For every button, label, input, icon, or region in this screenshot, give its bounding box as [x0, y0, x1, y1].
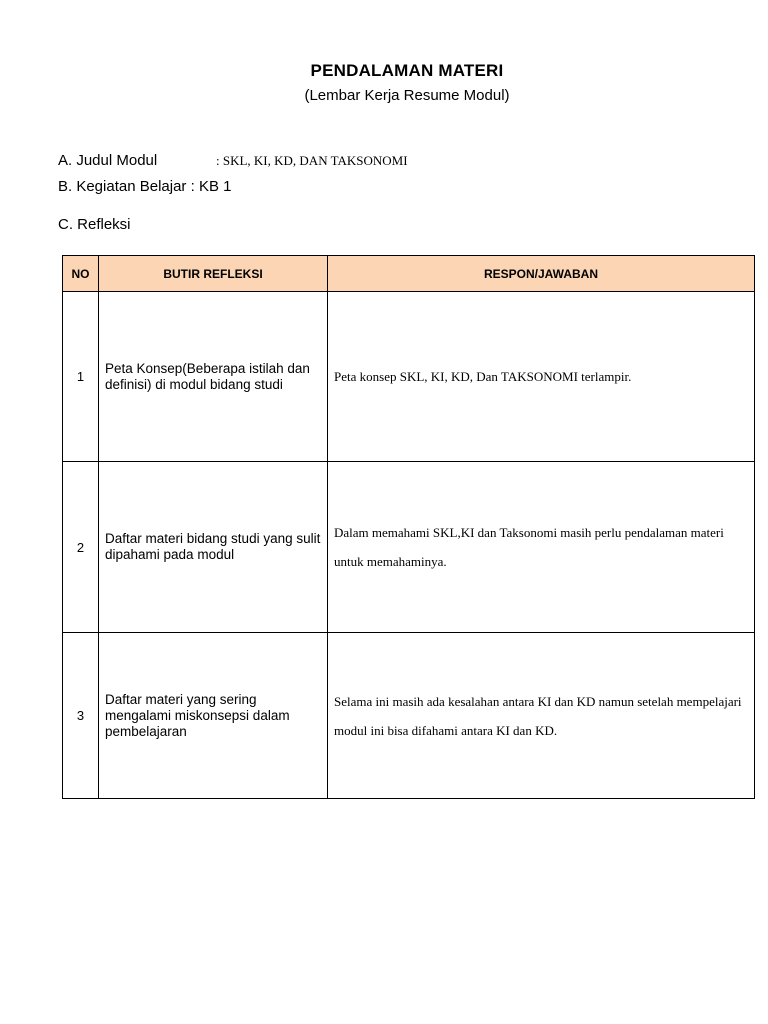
- refleksi-section-label: C. Refleksi: [58, 216, 131, 233]
- row-respon: Selama ini masih ada kesalahan antara KI dan KD namun setelah mempelajari modul ini bisa difahami antara KI dan KD.: [328, 633, 755, 799]
- table-row: [63, 292, 755, 462]
- header-no: NO: [63, 256, 99, 292]
- row-respon: Dalam memahami SKL,KI dan Taksonomi masih perlu pendalaman materi untuk memahaminya.: [328, 462, 755, 633]
- refleksi-table: [62, 255, 755, 799]
- row-butir: Peta Konsep(Beberapa istilah dan definisi) di modul bidang studi: [99, 292, 328, 462]
- header-respon-jawaban: RESPON/JAWABAN: [328, 256, 755, 292]
- judul-modul-label: A. Judul Modul: [58, 152, 158, 169]
- kegiatan-belajar-label: B. Kegiatan Belajar :: [58, 178, 195, 195]
- field-kegiatan-belajar: [58, 178, 231, 195]
- table-header-row: [63, 256, 755, 292]
- kegiatan-belajar-value: KB 1: [198, 178, 232, 195]
- header-butir-refleksi: BUTIR REFLEKSI: [99, 256, 328, 292]
- page-subtitle: (Lembar Kerja Resume Modul): [304, 87, 510, 104]
- page-title: PENDALAMAN MATERI: [310, 61, 504, 80]
- row-butir: Daftar materi bidang studi yang sulit dipahami pada modul: [99, 462, 328, 633]
- row-number: 2: [63, 462, 99, 633]
- row-butir: Daftar materi yang sering mengalami miskonsepsi dalam pembelajaran: [99, 633, 328, 799]
- row-number: 3: [63, 633, 99, 799]
- row-number: 1: [63, 292, 99, 462]
- table-row: [63, 462, 755, 633]
- judul-modul-value: : SKL, KI, KD, DAN TAKSONOMI: [216, 153, 408, 168]
- row-respon: Peta konsep SKL, KI, KD, Dan TAKSONOMI terlampir.: [328, 292, 755, 462]
- table-row: [63, 633, 755, 799]
- field-judul-modul: [58, 152, 408, 169]
